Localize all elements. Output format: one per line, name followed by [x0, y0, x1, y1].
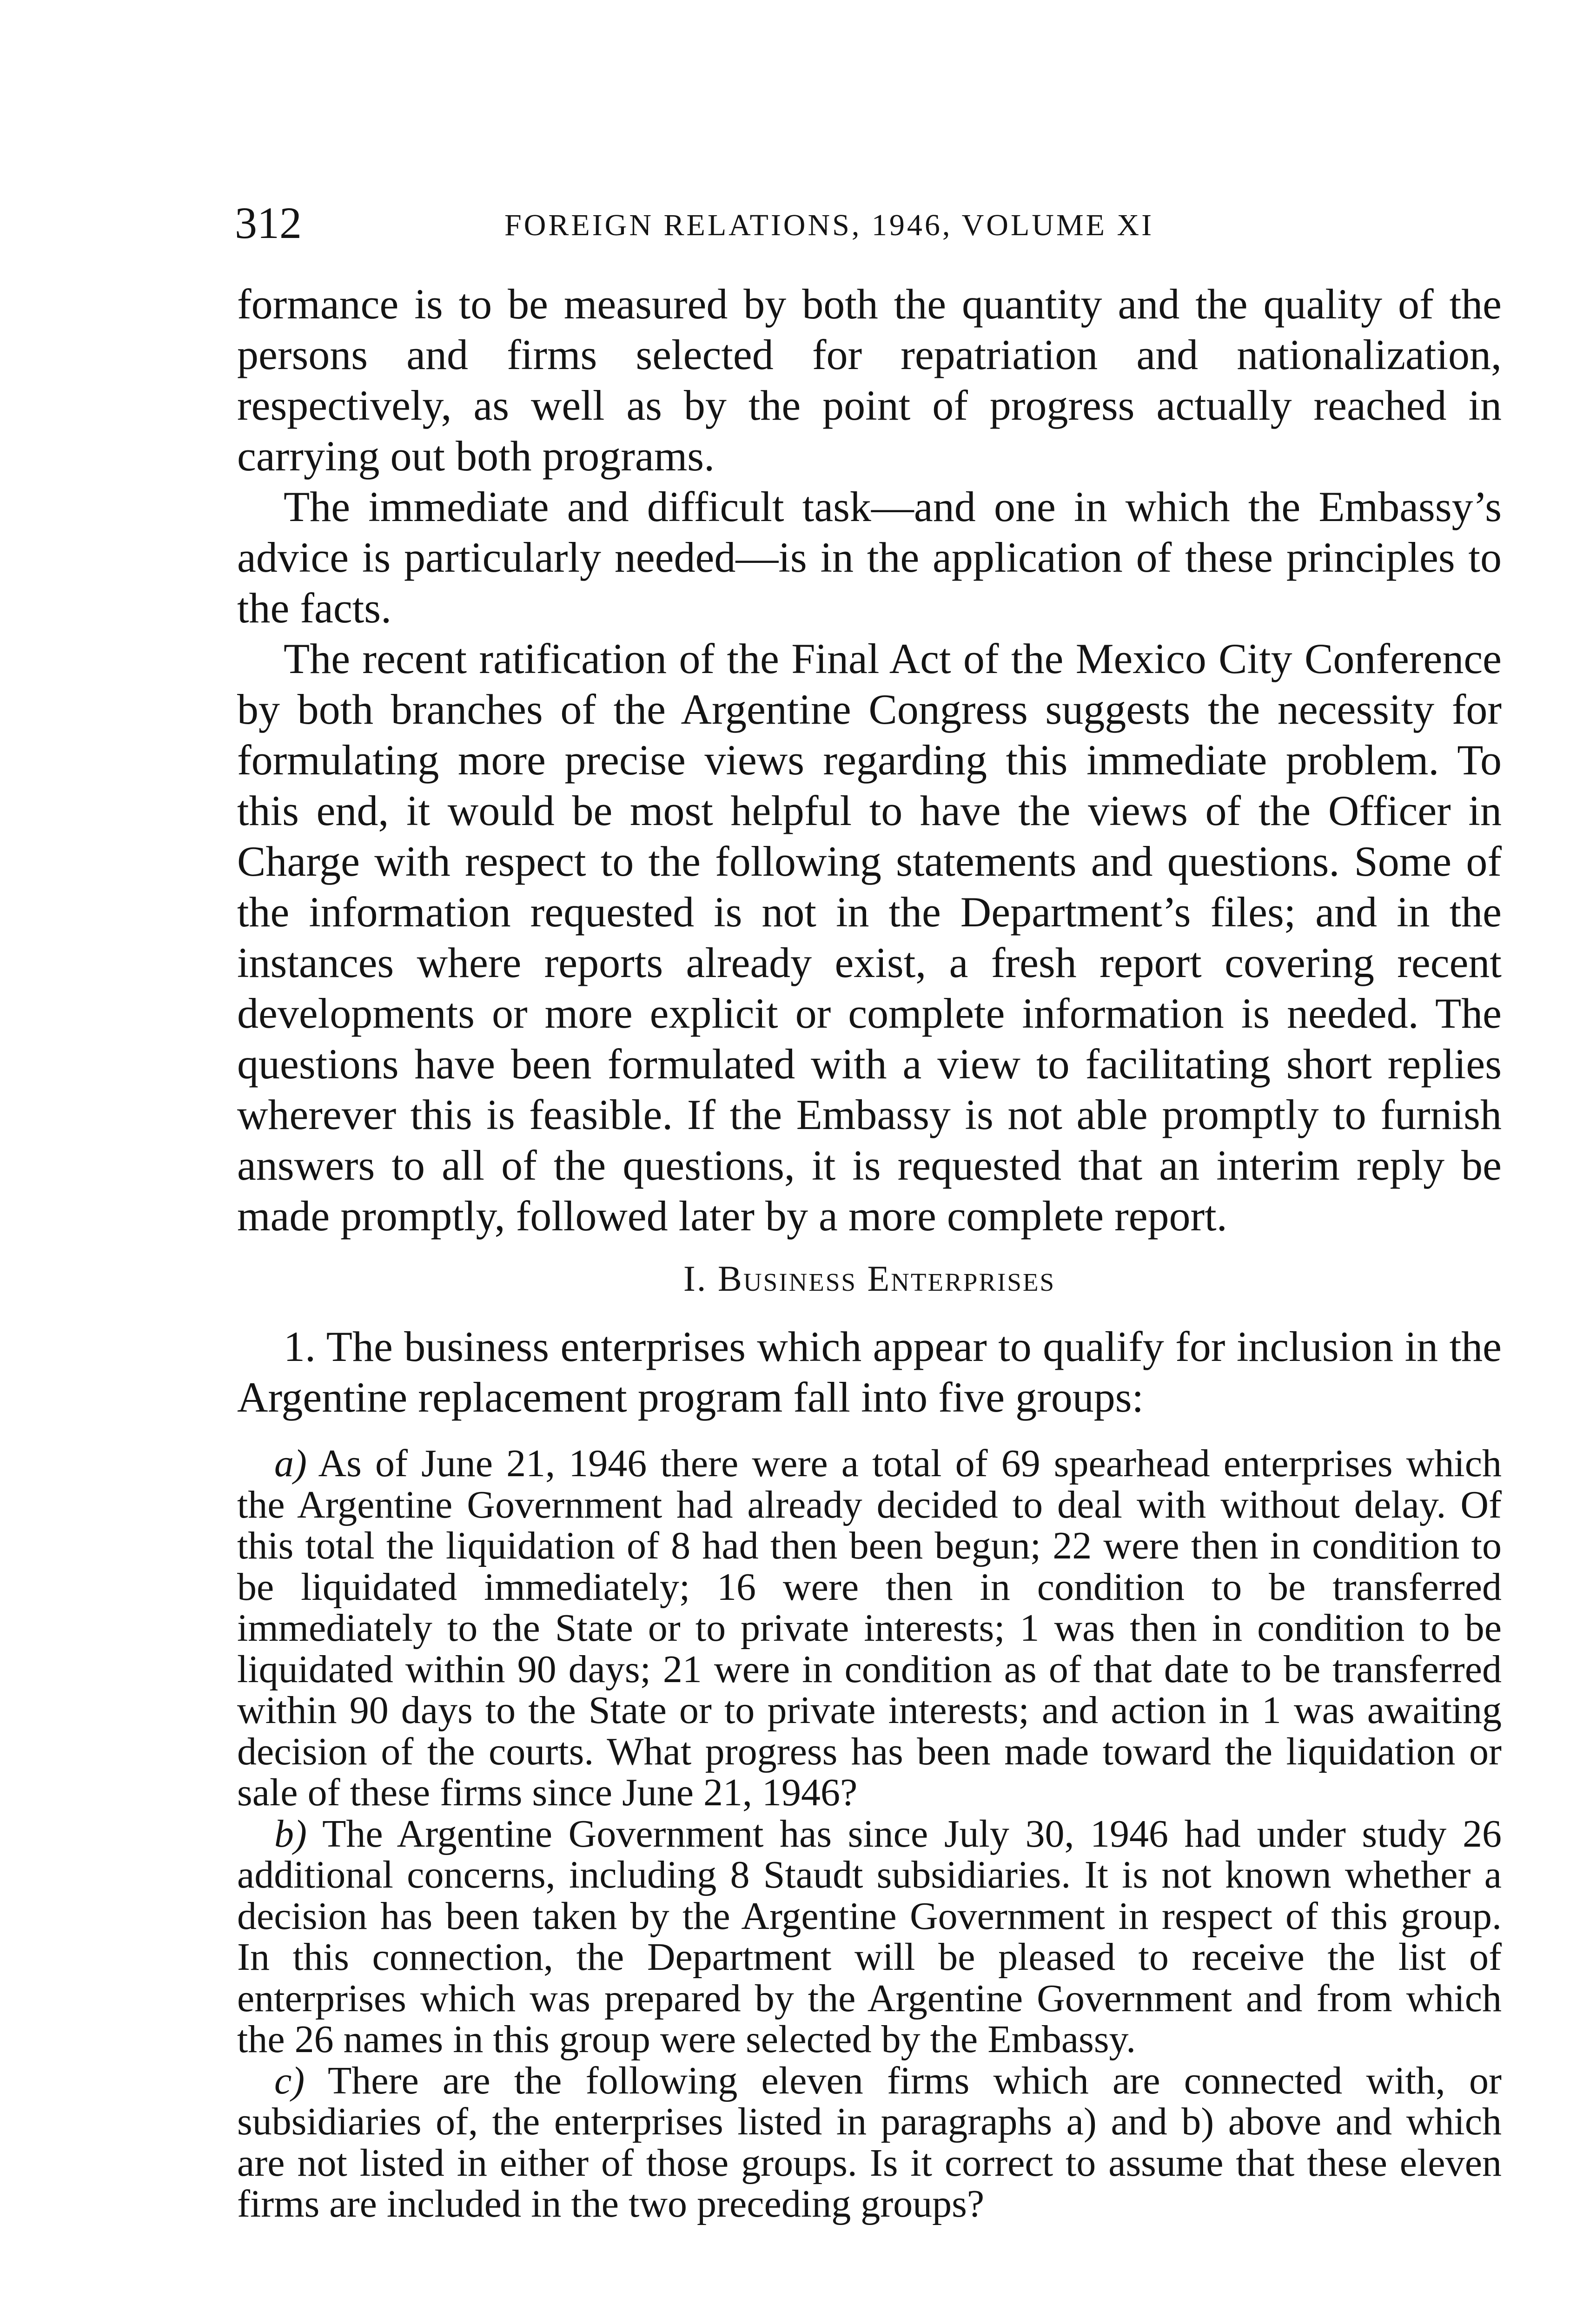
list-item — [237, 1814, 1502, 2060]
body-text — [237, 279, 1502, 2225]
item-text: As of June 21, 1946 there were a total of 69 spearhead enterprises which the Argentine Government had already decided to deal with without delay. Of this total the liquidation of 8 had then been begun; 22 were then in condition to be liquidated immediately; 16 were then in condition to be transferred immediately to the State or to private interests; 1 was then in condition to be liquidated within 90 days; 21 were in condition as of that date to be transferred within 90 days to the State or to private interests; and action in 1 was awaiting decision of the courts. What progress has been made toward the liquidation or sale of these firms since June 21, 1946? — [237, 1442, 1502, 1814]
paragraph: The recent ratification of the Final Act of the Mexico City Conference by both branches of the Argentine Congress suggests the necessity for formulating more precise views regarding this immediate problem. To this end, it would be most helpful to have the views of the Officer in Charge with respect to the following statements and questions. Some of the information requested is not in the Department’s files; and in the instances where reports already exist, a fresh report covering recent developments or more explicit or complete information is needed. The questions have been formulated with a view to facilitating short replies wherever this is feasible. If the Embassy is not able promptly to furnish answers to all of the questions, it is requested that an interim reply be made promptly, followed later by a more complete report. — [237, 635, 1502, 1240]
running-title: FOREIGN RELATIONS, 1946, VOLUME XI — [504, 208, 1154, 242]
paragraph-continuation: formance is to be measured by both the quantity and the quality of the persons and firms selected for repatriation and nationalization, respectively, as well as by the point of progress actually reached in carrying out both programs. — [237, 280, 1502, 480]
section-intro: 1. The business enterprises which appear to qualify for inclusion in the Argentine replacement program fall into five groups: — [237, 1323, 1502, 1421]
paragraph: The immediate and difficult task—and one in which the Embassy’s advice is particularly needed—is in the application of these principles to the facts. — [237, 483, 1502, 632]
enterprise-groups-list — [237, 1443, 1502, 2225]
item-text: The Argentine Government has since July 30, 1946 had under study 26 additional concerns, including 8 Staudt subsidiaries. It is not known whether a decision has been taken by the Argentine Government in respect of this group. In this connection, the Department will be pleased to receive the list of enterprises which was prepared by the Argentine Government and from which the 26 names in this group were selected by the Embassy. — [237, 1812, 1502, 2061]
list-item — [237, 1443, 1502, 1814]
list-item — [237, 2060, 1502, 2225]
item-marker: a) — [274, 1442, 307, 1485]
page-number: 312 — [235, 198, 302, 248]
page-header — [235, 198, 1239, 249]
item-marker: b) — [274, 1812, 307, 1855]
item-marker: c) — [274, 2059, 305, 2102]
section-heading: I. Business Enterprises — [683, 1258, 1056, 1299]
item-text: There are the following eleven firms which are connected with, or subsidiaries of, the enterprises listed in paragraphs a) and b) above and which are not listed in either of those groups. Is it correct to assume that these eleven firms are included in the two preceding groups? — [237, 2059, 1502, 2225]
